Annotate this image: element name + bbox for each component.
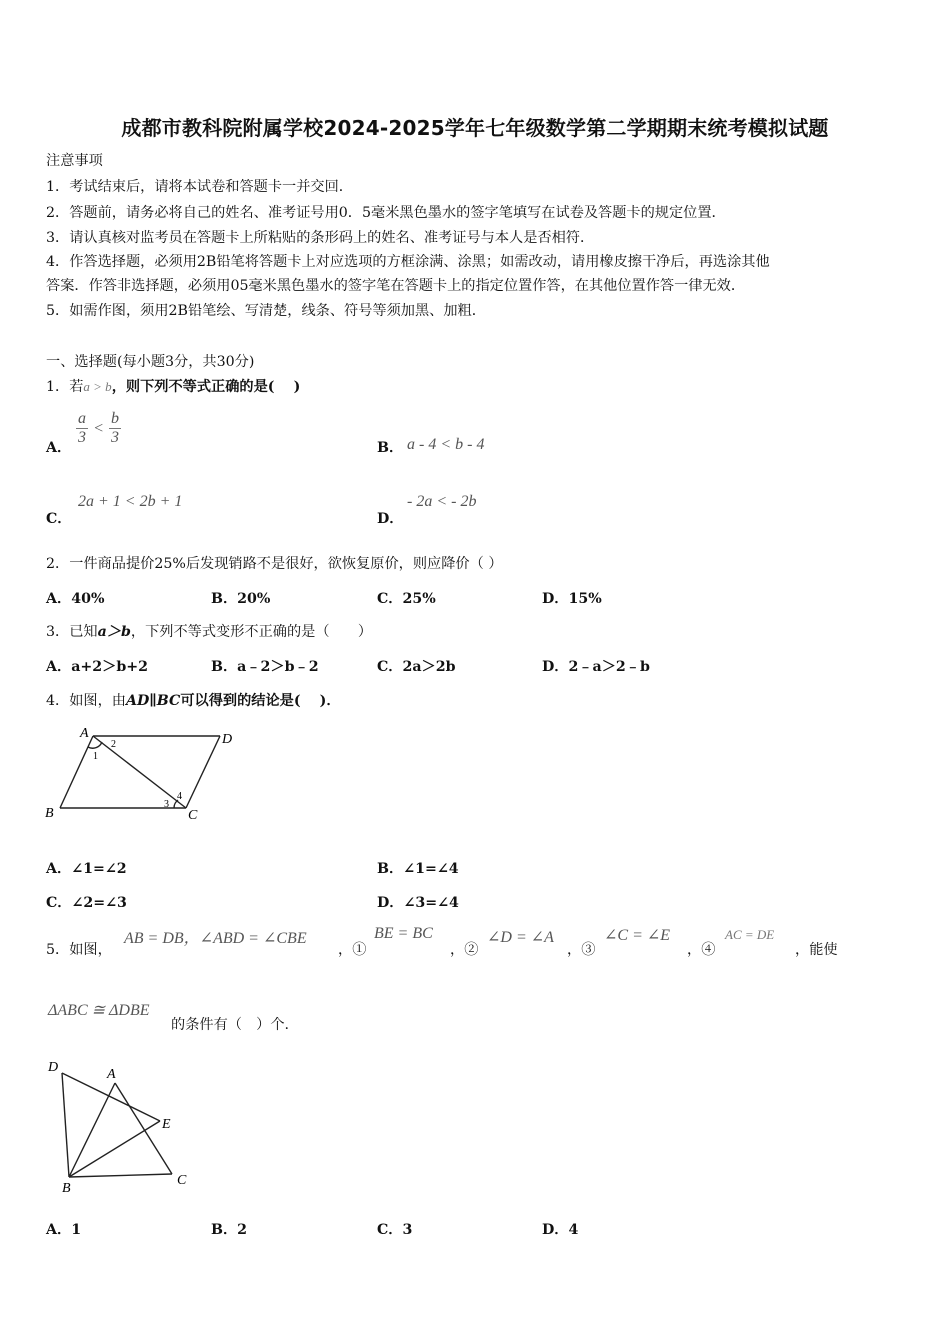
note-item-3: 3．请认真核对监考员在答题卡上所粘贴的条形码上的姓名、准考证号与本人是否相符．: [46, 230, 595, 246]
question-3-stem: [46, 621, 372, 641]
q5-cond3: ∠C = ∠E: [604, 927, 671, 944]
section-heading: 一、选择题(每小题3分，共30分): [46, 354, 255, 370]
q4-option-c: C．∠2=∠3: [46, 895, 127, 911]
q2-option-b: B．20%: [211, 591, 271, 607]
q5-label-d: D: [48, 1060, 59, 1075]
q1-option-b-label: B．: [377, 440, 404, 456]
q5-given: AB = DB，∠ABD = ∠CBE: [124, 930, 307, 947]
q5-cond3-mark: ，③: [567, 942, 596, 958]
note-item-2: 2．答题前，请务必将自己的姓名、准考证号用0．5毫米黑色墨水的签字笔填写在试卷及答题卡的规定位置．: [46, 205, 726, 221]
q1-condition: a > b: [83, 379, 112, 394]
q1-option-d-expr: - 2a < - 2b: [407, 493, 477, 510]
q5-option-b: B．2: [211, 1222, 248, 1238]
q1-suffix: ，则下列不等式正确的是( ): [111, 379, 301, 395]
q4-angle-2: 2: [111, 739, 116, 750]
q5-option-c: C．3: [377, 1222, 413, 1238]
q4-line-ac: [93, 736, 186, 808]
q5-cond2-mark: ，②: [450, 942, 479, 958]
q5-cond1: BE = BC: [374, 925, 433, 942]
q1-a-num1: a: [78, 410, 86, 427]
q1-option-c-label: C．: [46, 511, 72, 527]
q5-option-a: A．1: [46, 1222, 82, 1238]
note-item-1: 1．考试结束后，请将本试卷和答题卡一并交回．: [46, 179, 353, 195]
q2-option-c: C．25%: [377, 591, 436, 607]
q1-option-c-expr: 2a + 1 < 2b + 1: [78, 493, 183, 510]
q5-cond2: ∠D = ∠A: [487, 929, 554, 946]
notes-heading: 注意事项: [46, 153, 103, 169]
q5-figure-triangles: [40, 1053, 200, 1198]
q2-option-a: A．40%: [46, 591, 105, 607]
q5-tail: ，能使: [795, 942, 838, 958]
q3-option-c: C．2a＞2b: [377, 659, 456, 675]
question-1-stem: [46, 376, 300, 396]
note-item-4: 4．作答选择题，必须用2B铅笔将答题卡上对应选项的方框涂满、涂黑；如需改动，请用橡皮擦干净后，再选涂其他: [46, 254, 770, 270]
q5-cond1-mark: ，①: [338, 942, 367, 958]
q3-condition: a＞b: [97, 624, 131, 640]
q4-figure-parallelogram: [40, 722, 250, 827]
note-item-5: 5．如需作图，须用2B铅笔绘、写清楚，线条、符号等须加黑、加粗．: [46, 303, 486, 319]
q3-option-d: D．2﹣a＞2﹣b: [542, 659, 650, 675]
q4-label-a: A: [80, 726, 89, 741]
q4-option-a: A．∠1=∠2: [46, 861, 127, 877]
note-item-4-cont: 答案．作答非选择题，必须用05毫米黑色墨水的签字笔在答题卡上的指定位置作答，在其他位置作答一律无效．: [46, 278, 746, 294]
q5-cond4-mark: ，④: [687, 942, 716, 958]
q1-a-den1: 3: [78, 429, 86, 446]
q5-label-c: C: [177, 1173, 187, 1188]
question-2-stem: 2．一件商品提价25%后发现销路不是很好，欲恢复原价，则应降价（ ）: [46, 556, 503, 572]
q1-a-den2: 3: [110, 429, 119, 446]
q4-stem-pre: 4．如图，由: [46, 693, 126, 709]
q1-a-num2: b: [110, 410, 119, 427]
q4-option-b: B．∠1=∠4: [377, 861, 459, 877]
q5-option-d: D．4: [542, 1222, 579, 1238]
q3-stem-pre: 3．已知: [46, 624, 98, 640]
q1-option-a-expr: [76, 410, 121, 447]
q4-angle-3: 3: [164, 799, 169, 810]
q4-line-ab: [60, 736, 93, 808]
q4-label-d: D: [222, 732, 233, 747]
q5-line-bc: [69, 1174, 172, 1177]
q3-option-b: B．a﹣2＞b﹣2: [211, 659, 319, 675]
q5-stem-pre: 5．如图，: [46, 942, 112, 958]
q5-label-e: E: [162, 1117, 171, 1132]
q5-label-b: B: [62, 1181, 71, 1196]
q3-option-a: A．a+2＞b+2: [46, 659, 149, 675]
q5-label-a: A: [107, 1067, 116, 1082]
q1-option-b-expr: a - 4 < b - 4: [407, 436, 485, 453]
q3-stem-post: ，下列不等式变形不正确的是（ ）: [130, 624, 373, 640]
q1-option-d-label: D．: [377, 511, 404, 527]
q1-a-op: <: [93, 420, 104, 437]
q4-label-c: C: [188, 808, 198, 823]
q5-congruent: ΔABC ≅ ΔDBE: [48, 1002, 150, 1019]
q4-option-d: D．∠3=∠4: [377, 895, 459, 911]
q5-line-db: [62, 1073, 69, 1177]
q2-option-d: D．15%: [542, 591, 602, 607]
q4-stem-post: 可以得到的结论是( )．: [180, 693, 341, 709]
q5-cond4: AC = DE: [725, 927, 775, 942]
q1-option-a-label: A．: [46, 440, 72, 456]
q5-stem-end: 的条件有（ ）个.: [171, 1017, 290, 1033]
page-title: 成都市教科院附属学校2024-2025学年七年级数学第二学期期末统考模拟试题: [121, 116, 829, 140]
q1-prefix: 1．若: [46, 379, 84, 395]
question-4-stem: [46, 690, 341, 710]
q4-condition: AD∥BC: [125, 693, 181, 709]
q4-angle-4: 4: [177, 791, 182, 802]
q4-angle-1: 1: [93, 751, 98, 762]
q4-line-dc: [186, 736, 220, 808]
q4-label-b: B: [45, 806, 54, 821]
